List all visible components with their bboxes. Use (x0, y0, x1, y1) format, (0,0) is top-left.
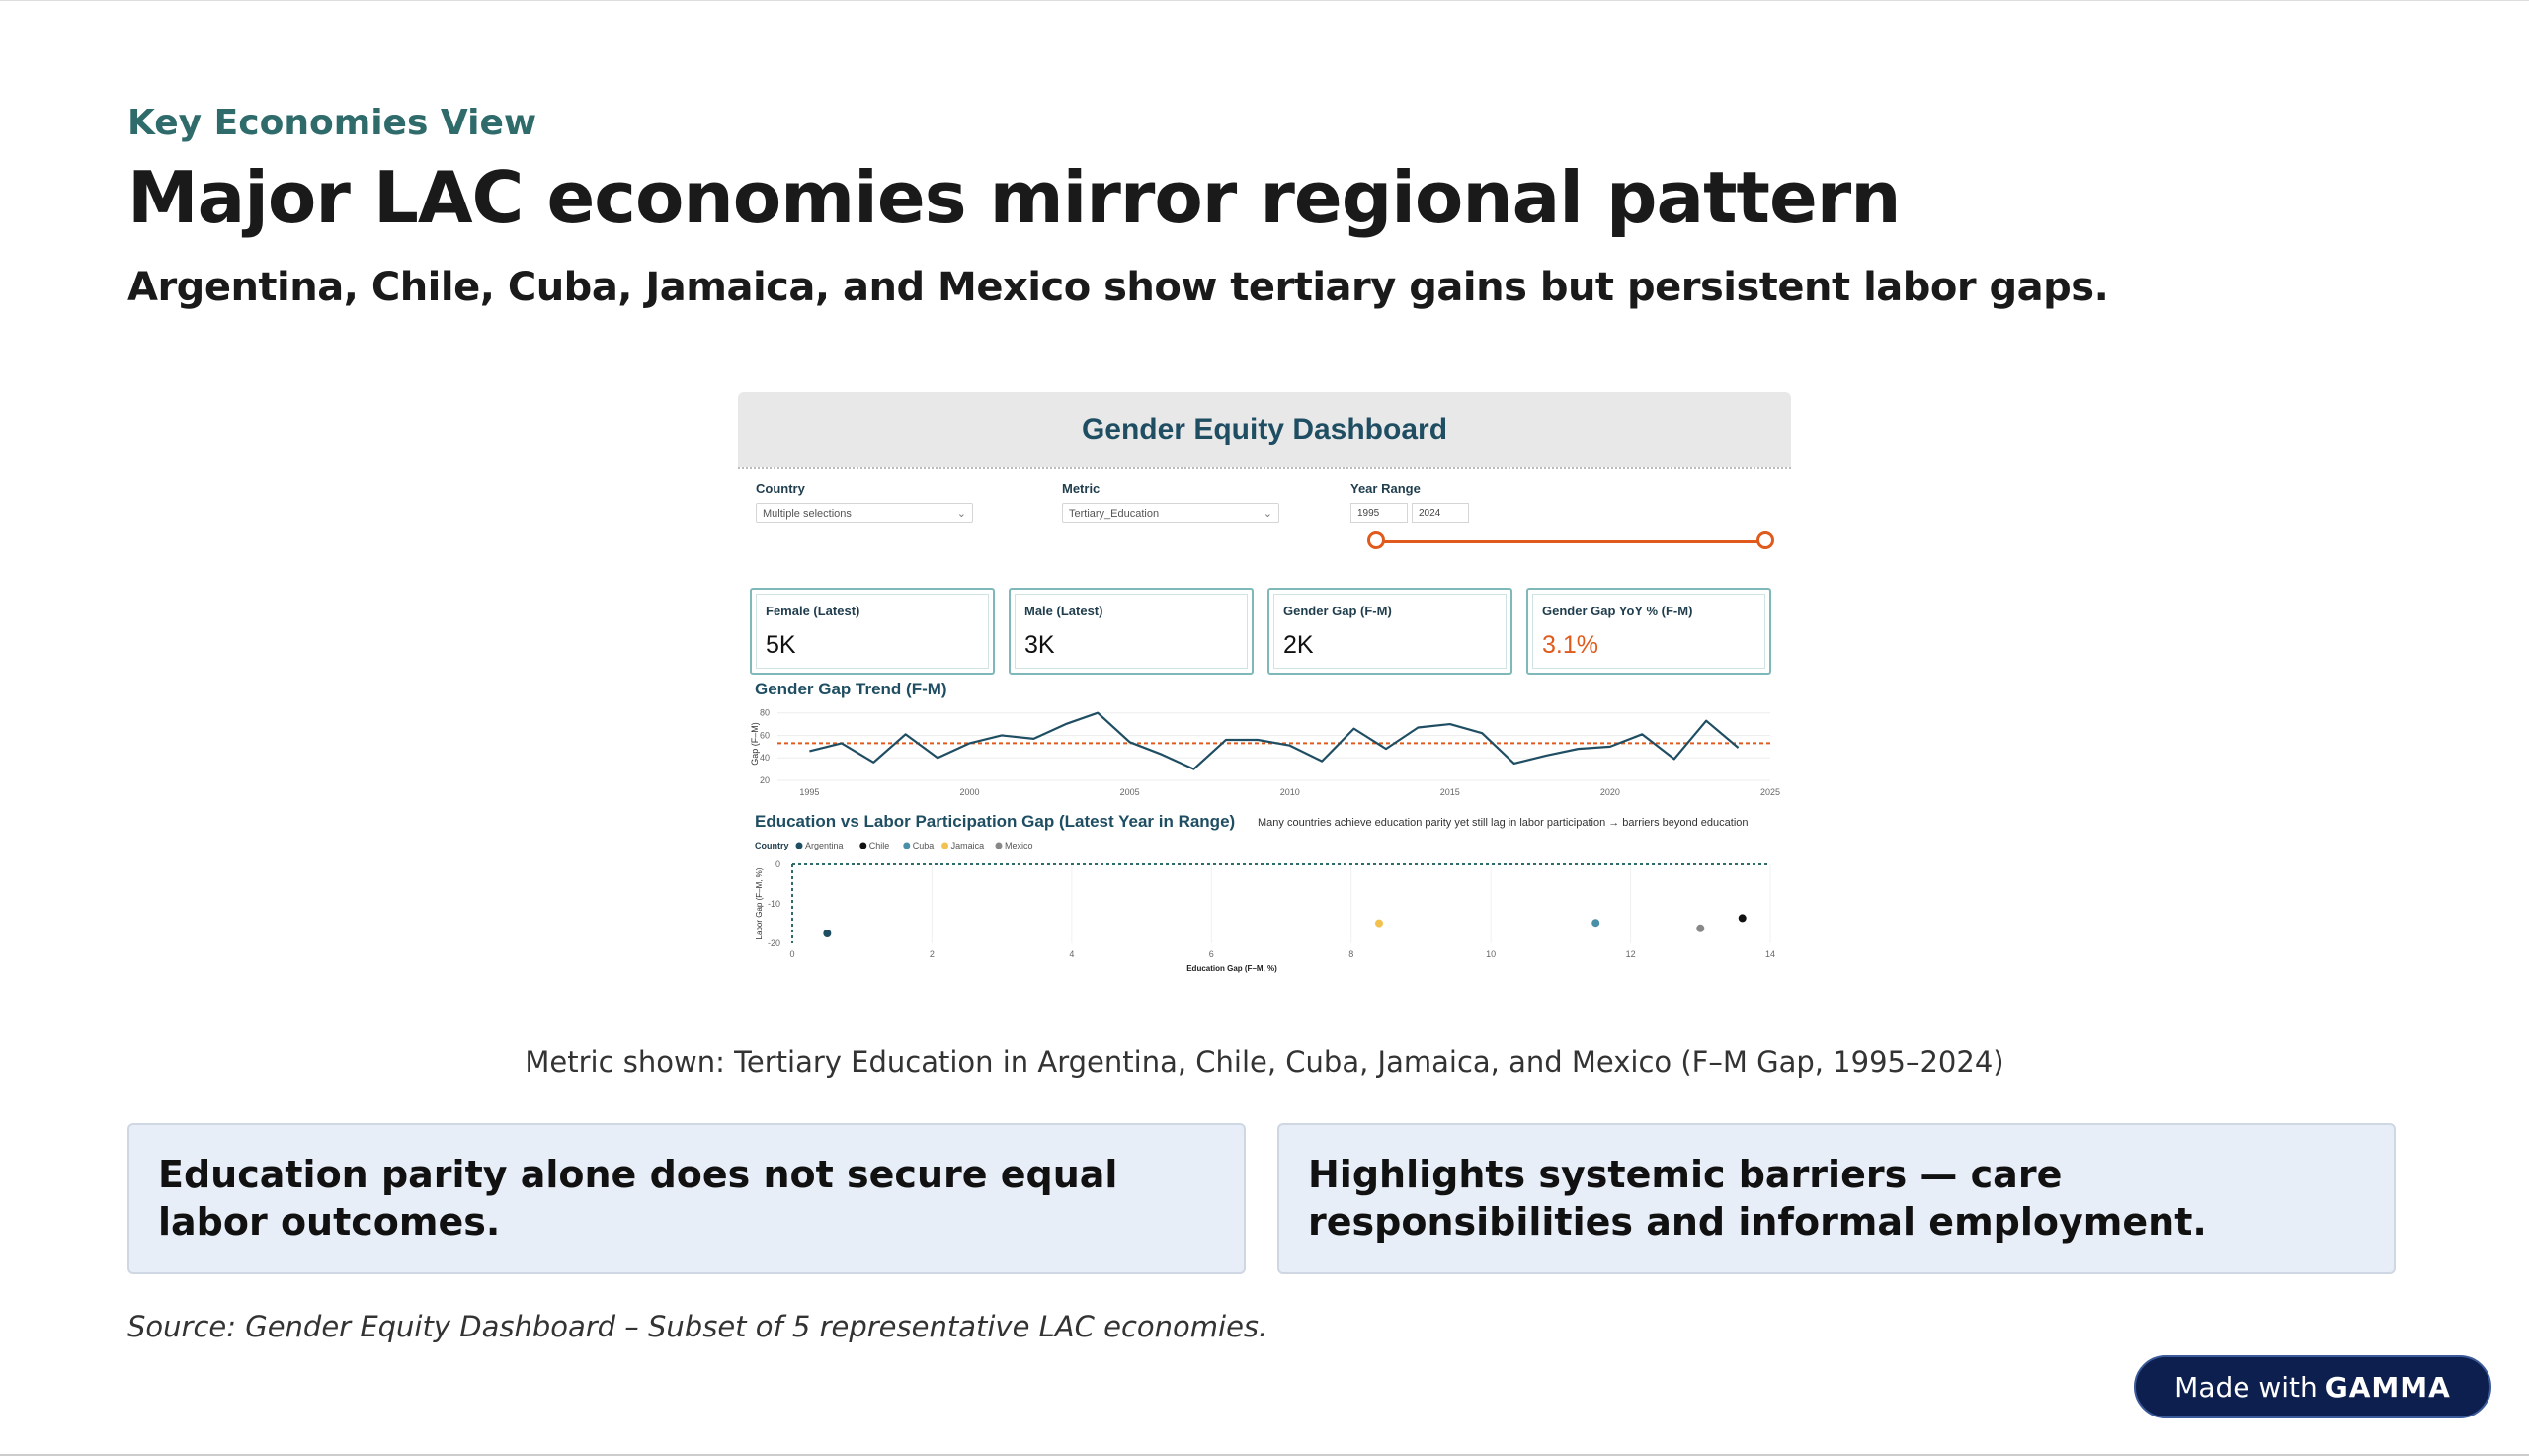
year-range-filter (1333, 481, 1787, 570)
y-tick-label: -20 (767, 938, 780, 948)
y-tick-label: 40 (759, 753, 770, 764)
trend-line (809, 713, 1738, 769)
kpi-card-male (1009, 588, 1254, 675)
x-tick-label: 14 (1764, 949, 1776, 959)
kpi-label: Gender Gap YoY % (F-M) (1542, 604, 1693, 618)
country-filter-label: Country (756, 481, 805, 496)
year-slider-start-handle[interactable] (1367, 531, 1385, 549)
gamma-logo: GAMMA (2325, 1370, 2451, 1404)
legend-marker (996, 843, 1003, 849)
legend-marker (903, 843, 910, 849)
x-tick-label: 10 (1486, 949, 1497, 959)
legend-label: Mexico (1005, 841, 1033, 850)
scatter-point (1696, 925, 1704, 932)
year-slider-end-handle[interactable] (1756, 531, 1774, 549)
kpi-label: Gender Gap (F-M) (1283, 604, 1392, 618)
scatter-point (1375, 920, 1383, 928)
dashboard-title: Gender Equity Dashboard (1081, 413, 1448, 445)
country-select-value: Multiple selections (763, 508, 852, 520)
kpi-value: 3.1% (1542, 631, 1598, 659)
page-subtitle: Argentina, Chile, Cuba, Jamaica, and Mexico show tertiary gains but persistent labor gaps. (127, 265, 2109, 310)
scatter-chart-note: Many countries achieve education parity yet still lag in labor participation → barriers beyond education (1258, 817, 1749, 829)
year-slider-track[interactable] (1374, 540, 1765, 543)
badge-prefix: Made with (2174, 1370, 2318, 1404)
trend-chart-title: Gender Gap Trend (F-M) (755, 680, 947, 698)
scatter-point (1591, 919, 1599, 927)
y-tick-label: 0 (775, 859, 780, 869)
insight-card-text: Education parity alone does not secure equal labor outcomes. (158, 1153, 1118, 1244)
scatter-point (823, 930, 831, 937)
y-axis-label: Gap (F–M) (750, 722, 760, 766)
insight-card-2 (1277, 1123, 2396, 1274)
insight-card-text: Highlights systemic barriers — care responsibilities and informal employment. (1308, 1153, 2207, 1244)
x-axis-label: Education Gap (F–M, %) (1186, 964, 1277, 973)
made-with-gamma-badge[interactable] (2134, 1355, 2491, 1418)
x-tick-label: 2005 (1119, 787, 1140, 797)
x-tick-label: 2010 (1279, 787, 1300, 797)
kpi-label: Male (Latest) (1024, 604, 1103, 618)
y-tick-label: 20 (759, 775, 770, 785)
dashboard-image (738, 392, 1791, 980)
legend-label: Jamaica (950, 841, 985, 850)
x-tick-label: 0 (789, 949, 795, 959)
dashboard-caption: Metric shown: Tertiary Education in Argentina, Chile, Cuba, Jamaica, and Mexico (F–M Gap, 1995–2024) (525, 1045, 2004, 1079)
kpi-card-gap (1267, 588, 1512, 675)
legend-marker (941, 843, 948, 849)
x-tick-label: 12 (1625, 949, 1636, 959)
x-tick-label: 6 (1208, 949, 1214, 959)
source-note: Source: Gender Equity Dashboard – Subset of 5 representative LAC economies. (127, 1310, 1268, 1343)
country-filter (738, 481, 995, 570)
metric-select[interactable] (1062, 503, 1279, 523)
chevron-down-icon: ⌄ (1263, 508, 1272, 520)
eyebrow: Key Economies View (127, 103, 537, 143)
page-title: Major LAC economies mirror regional pattern (127, 156, 1901, 239)
trend-chart (738, 699, 1791, 802)
legend-label: Cuba (912, 841, 935, 850)
x-tick-label: 2 (929, 949, 935, 959)
dashboard-header (738, 392, 1791, 467)
legend-title: Country (755, 841, 789, 850)
y-tick-label: 80 (759, 707, 770, 718)
scatter-point (1739, 914, 1747, 922)
kpi-label: Female (Latest) (766, 604, 860, 618)
legend-marker (859, 843, 866, 849)
legend-marker (796, 843, 803, 849)
year-range-label: Year Range (1350, 481, 1421, 496)
x-tick-label: 2020 (1599, 787, 1620, 797)
metric-select-value: Tertiary_Education (1069, 508, 1160, 520)
country-select[interactable] (756, 503, 973, 523)
kpi-value: 5K (766, 631, 796, 659)
y-tick-label: -10 (767, 899, 780, 909)
chevron-down-icon: ⌄ (956, 508, 966, 520)
divider (738, 467, 1791, 469)
kpi-value: 2K (1283, 631, 1314, 659)
x-tick-label: 2000 (959, 787, 980, 797)
scatter-chart-title: Education vs Labor Participation Gap (Latest Year in Range) (755, 812, 1236, 831)
insight-card-1 (127, 1123, 1246, 1274)
y-axis-label: Labor Gap (F–M, %) (755, 867, 764, 940)
metric-filter-label: Metric (1062, 481, 1101, 496)
kpi-card-gap-yoy (1526, 588, 1771, 675)
scatter-chart (738, 835, 1791, 980)
x-tick-label: 8 (1348, 949, 1354, 959)
y-tick-label: 60 (759, 730, 770, 741)
legend-label: Argentina (805, 841, 844, 850)
legend-label: Chile (868, 841, 890, 850)
kpi-value: 3K (1024, 631, 1055, 659)
x-tick-label: 2025 (1759, 787, 1781, 797)
x-tick-label: 1995 (799, 787, 820, 797)
x-tick-label: 2015 (1439, 787, 1460, 797)
year-end-input[interactable]: 2024 (1412, 503, 1469, 523)
metric-filter (1044, 481, 1301, 570)
year-start-input[interactable]: 1995 (1350, 503, 1408, 523)
x-tick-label: 4 (1069, 949, 1075, 959)
kpi-card-female (750, 588, 995, 675)
